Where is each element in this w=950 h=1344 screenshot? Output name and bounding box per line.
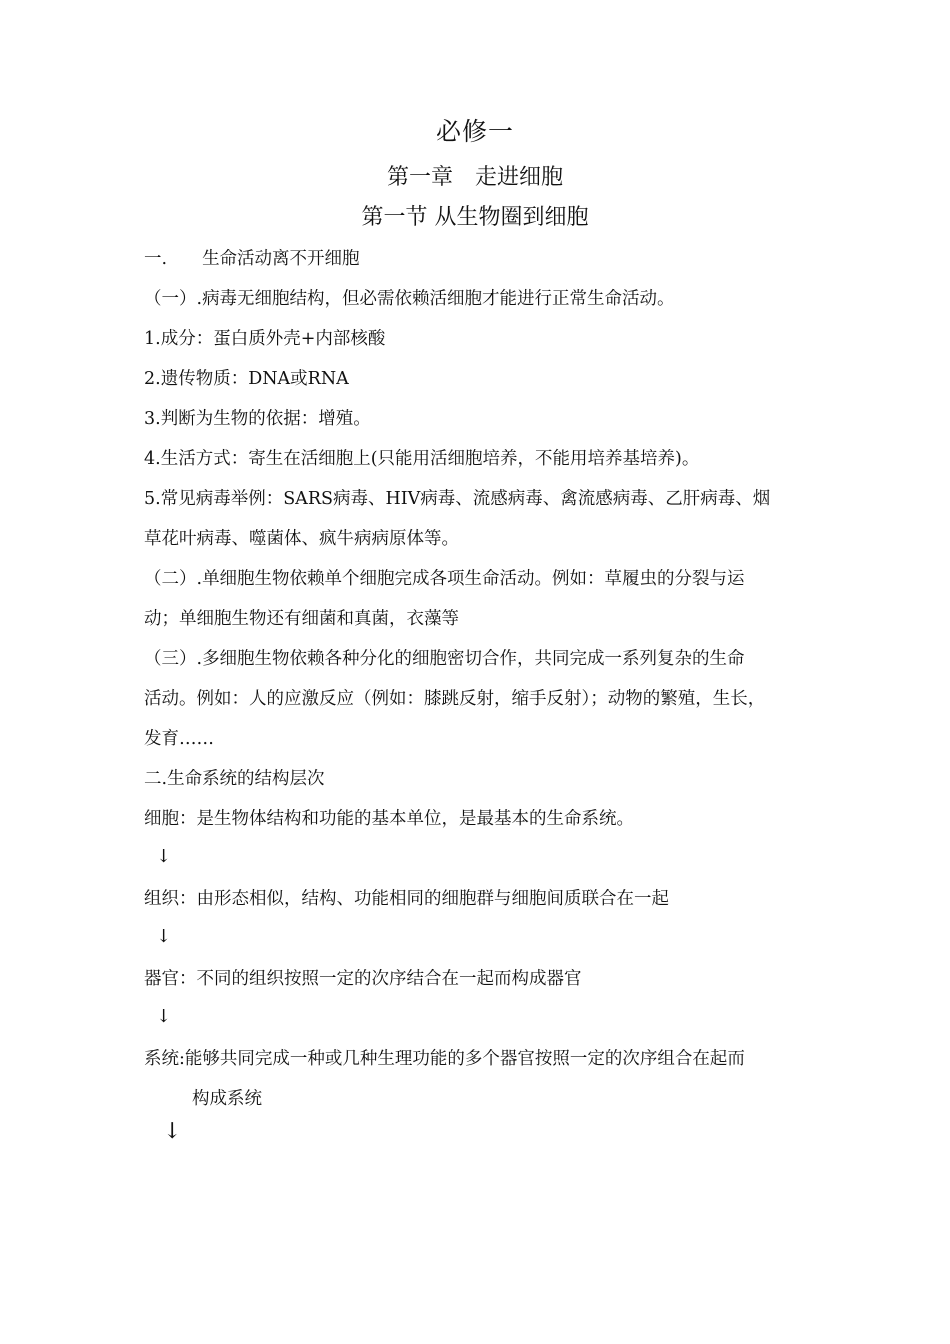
paragraph-virus: （一）.病毒无细胞结构，但必需依赖活细胞才能进行正常生命活动。 bbox=[144, 289, 675, 309]
list-item: 1.成分：蛋白质外壳+内部核酸 bbox=[144, 329, 386, 349]
level-tissue: 组织：由形态相似，结构、功能相同的细胞群与细胞间质联合在一起 bbox=[144, 889, 669, 909]
paragraph-multi-cell-end: 发育…… bbox=[144, 729, 214, 749]
heading-1: 一. 生命活动离不开细胞 bbox=[144, 249, 360, 269]
list-item: 3.判断为生物的依据：增殖。 bbox=[144, 409, 371, 429]
down-arrow-icon: ↓ bbox=[156, 846, 172, 867]
down-arrow-icon: ↓ bbox=[156, 926, 172, 947]
down-arrow-icon: ↓ bbox=[163, 1119, 182, 1144]
paragraph-single-cell: （二）.单细胞生物依赖单个细胞完成各项生命活动。例如：草履虫的分裂与运 bbox=[144, 569, 745, 589]
level-cell: 细胞：是生物体结构和功能的基本单位，是最基本的生命系统。 bbox=[144, 809, 634, 829]
paragraph-single-cell-continued: 动；单细胞生物还有细菌和真菌，衣藻等 bbox=[144, 609, 459, 629]
list-item: 2.遗传物质：DNA或RNA bbox=[144, 369, 349, 389]
paragraph-multi-cell: （三）.多细胞生物依赖各种分化的细胞密切合作，共同完成一系列复杂的生命 bbox=[144, 649, 745, 669]
list-item-continued: 草花叶病毒、噬菌体、疯牛病病原体等。 bbox=[144, 529, 459, 549]
level-system: 系统:能够共同完成一种或几种生理功能的多个器官按照一定的次序组合在起而 bbox=[144, 1049, 745, 1069]
paragraph-multi-cell-continued: 活动。例如：人的应激反应（例如：膝跳反射，缩手反射）；动物的繁殖，生长， bbox=[144, 689, 766, 709]
level-organ: 器官：不同的组织按照一定的次序结合在一起而构成器官 bbox=[144, 969, 582, 989]
list-item: 4.生活方式：寄生在活细胞上(只能用活细胞培养，不能用培养基培养)。 bbox=[144, 449, 700, 469]
section-title: 第一节 从生物圈到细胞 bbox=[361, 205, 589, 230]
chapter-title: 第一章 走进细胞 bbox=[386, 165, 563, 190]
level-system-continued: 构成系统 bbox=[192, 1089, 262, 1109]
down-arrow-icon: ↓ bbox=[156, 1006, 172, 1027]
heading-2: 二.生命系统的结构层次 bbox=[144, 769, 325, 789]
book-title: 必修一 bbox=[435, 117, 514, 146]
list-item: 5.常见病毒举例：SARS病毒、HIV病毒、流感病毒、禽流感病毒、乙肝病毒、烟 bbox=[144, 489, 771, 509]
